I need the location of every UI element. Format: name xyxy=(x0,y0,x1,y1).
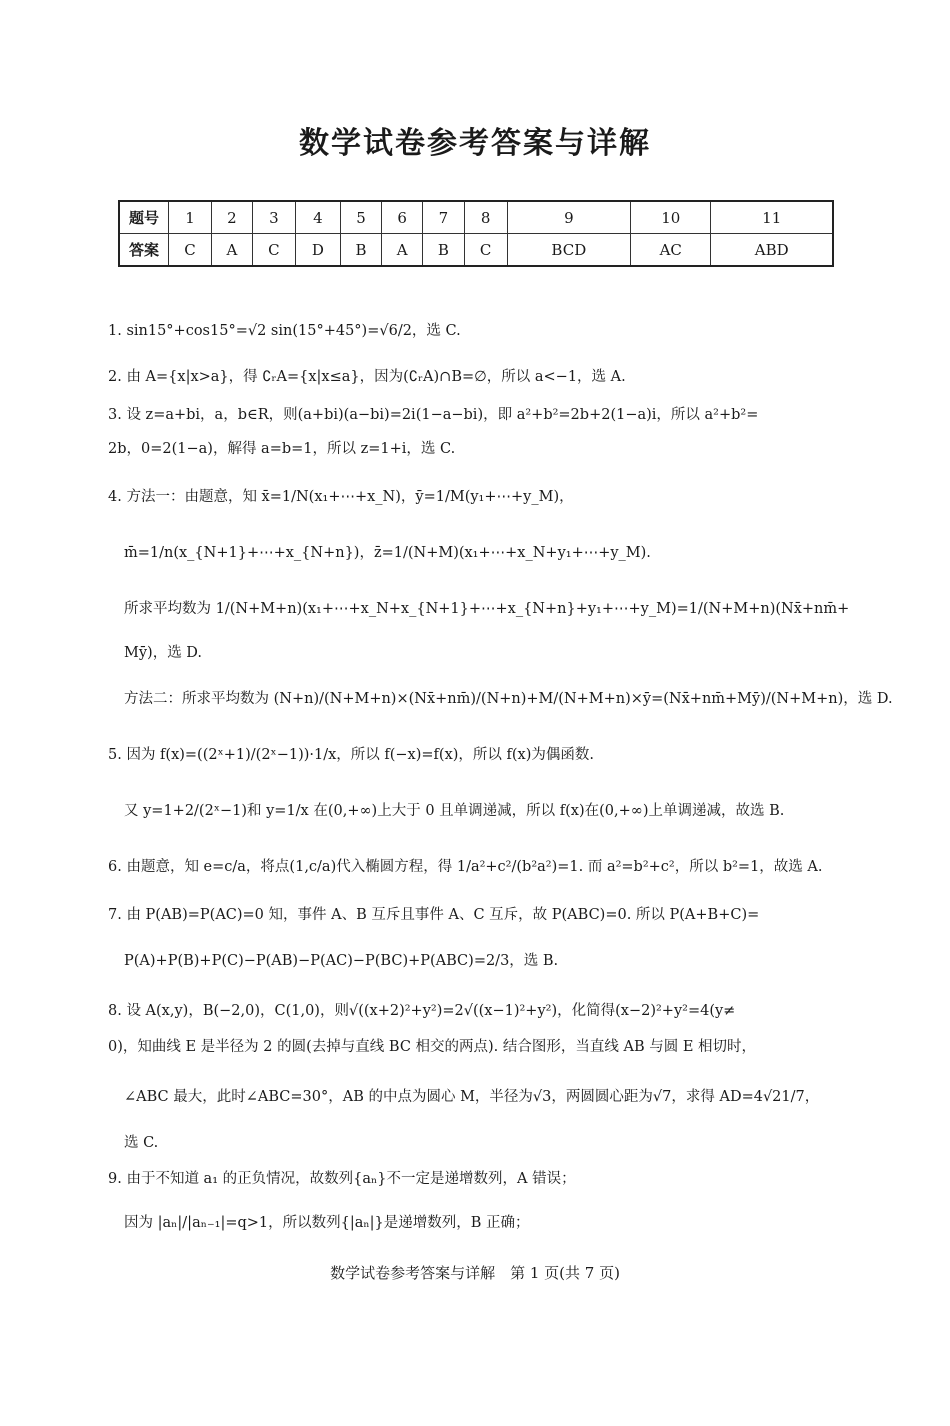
solution-line: 又 y=1+2/(2ˣ−1)和 y=1/x 在(0,+∞)上大于 0 且单调递减，所以 f(x)在(0,+∞)上单调递减，故选 B. xyxy=(124,803,785,819)
solution-line: m̄=1/n(x_{N+1}+⋯+x_{N+n})，z̄=1/(N+M)(x₁+⋯+x_N+y₁+⋯+y_M). xyxy=(124,545,651,561)
solution-line: 7. 由 P(AB)=P(AC)=0 知，事件 A、B 互斥且事件 A、C 互斥，故 P(ABC)=0. 所以 P(A+B+C)= xyxy=(108,907,760,923)
question-number: 6 xyxy=(382,201,423,234)
question-number: 9 xyxy=(507,201,630,234)
answer-cell: D xyxy=(295,234,340,267)
page-footer: 数学试卷参考答案与详解 第 1 页(共 7 页) xyxy=(330,1264,620,1282)
solution-line: ∠ABC 最大，此时∠ABC=30°，AB 的中点为圆心 M，半径为√3，两圆圆心距为√7，求得 AD=4√21/7， xyxy=(124,1089,820,1105)
answer-cell: A xyxy=(382,234,423,267)
question-number: 2 xyxy=(212,201,253,234)
solution-line: 3. 设 z=a+bi，a，b∈R，则(a+bi)(a−bi)=2i(1−a−bi)，即 a²+b²=2b+2(1−a)i，所以 a²+b²= xyxy=(108,407,759,423)
question-number: 3 xyxy=(252,201,295,234)
answer-cell: C xyxy=(169,234,212,267)
solution-line: 4. 方法一：由题意，知 x̄=1/N(x₁+⋯+x_N)，ȳ=1/M(y₁+⋯+y_M)， xyxy=(108,489,574,505)
solution-line: 选 C. xyxy=(124,1135,159,1151)
answer-cell: C xyxy=(464,234,507,267)
solution-line: 2b，0=2(1−a)，解得 a=b=1，所以 z=1+i，选 C. xyxy=(108,441,456,457)
solution-line: 所求平均数为 1/(N+M+n)(x₁+⋯+x_N+x_{N+1}+⋯+x_{N+n}+y₁+⋯+y_M)=1/(N+M+n)(Nx̄+nm̄+ xyxy=(124,601,850,617)
table-row-numbers xyxy=(119,201,833,234)
solution-line: 1. sin15°+cos15°=√2 sin(15°+45°)=√6/2，选 C. xyxy=(108,323,461,339)
solution-line: 5. 因为 f(x)=((2ˣ+1)/(2ˣ−1))·1/x，所以 f(−x)=f(x)，所以 f(x)为偶函数. xyxy=(108,747,594,763)
solution-line: Mȳ)，选 D. xyxy=(124,645,203,661)
page-title: 数学试卷参考答案与详解 xyxy=(299,126,651,161)
table-row-answers xyxy=(119,234,833,267)
solution-line: 9. 由于不知道 a₁ 的正负情况，故数列{aₙ}不一定是递增数列，A 错误； xyxy=(108,1171,576,1187)
answer-cell: ABD xyxy=(711,234,833,267)
question-number: 4 xyxy=(295,201,340,234)
solution-line: 2. 由 A={x|x>a}，得 ∁ᵣA={x|x≤a}，因为(∁ᵣA)∩B=∅，所以 a<−1，选 A. xyxy=(108,369,626,385)
question-number: 8 xyxy=(464,201,507,234)
answer-table xyxy=(118,200,834,267)
solution-line: 0)，知曲线 E 是半径为 2 的圆(去掉与直线 BC 相交的两点). 结合图形，当直线 AB 与圆 E 相切时， xyxy=(108,1039,757,1055)
solution-line: P(A)+P(B)+P(C)−P(AB)−P(AC)−P(BC)+P(ABC)=2/3，选 B. xyxy=(124,953,559,969)
answer-cell: A xyxy=(212,234,253,267)
answer-cell: AC xyxy=(631,234,711,267)
solution-line: 因为 |aₙ|/|aₙ₋₁|=q>1，所以数列{|aₙ|}是递增数列，B 正确； xyxy=(124,1215,530,1231)
solution-line: 6. 由题意，知 e=c/a，将点(1,c/a)代入椭圆方程，得 1/a²+c²/(b²a²)=1. 而 a²=b²+c²，所以 b²=1，故选 A. xyxy=(108,859,823,875)
question-number: 5 xyxy=(340,201,381,234)
answer-cell: B xyxy=(423,234,464,267)
question-number: 10 xyxy=(631,201,711,234)
answer-cell: C xyxy=(252,234,295,267)
question-number: 1 xyxy=(169,201,212,234)
answer-cell: B xyxy=(340,234,381,267)
question-number: 7 xyxy=(423,201,464,234)
question-number: 11 xyxy=(711,201,833,234)
solution-line: 8. 设 A(x,y)，B(−2,0)，C(1,0)，则√((x+2)²+y²)=2√((x−1)²+y²)，化简得(x−2)²+y²=4(y≠ xyxy=(108,1003,736,1019)
answer-cell: BCD xyxy=(507,234,630,267)
header-label: 题号 xyxy=(119,201,169,234)
solution-line: 方法二：所求平均数为 (N+n)/(N+M+n)×(Nx̄+nm̄)/(N+n)+M/(N+M+n)×ȳ=(Nx̄+nm̄+Mȳ)/(N+M+n)，选 D. xyxy=(124,691,893,707)
answer-label: 答案 xyxy=(119,234,169,267)
